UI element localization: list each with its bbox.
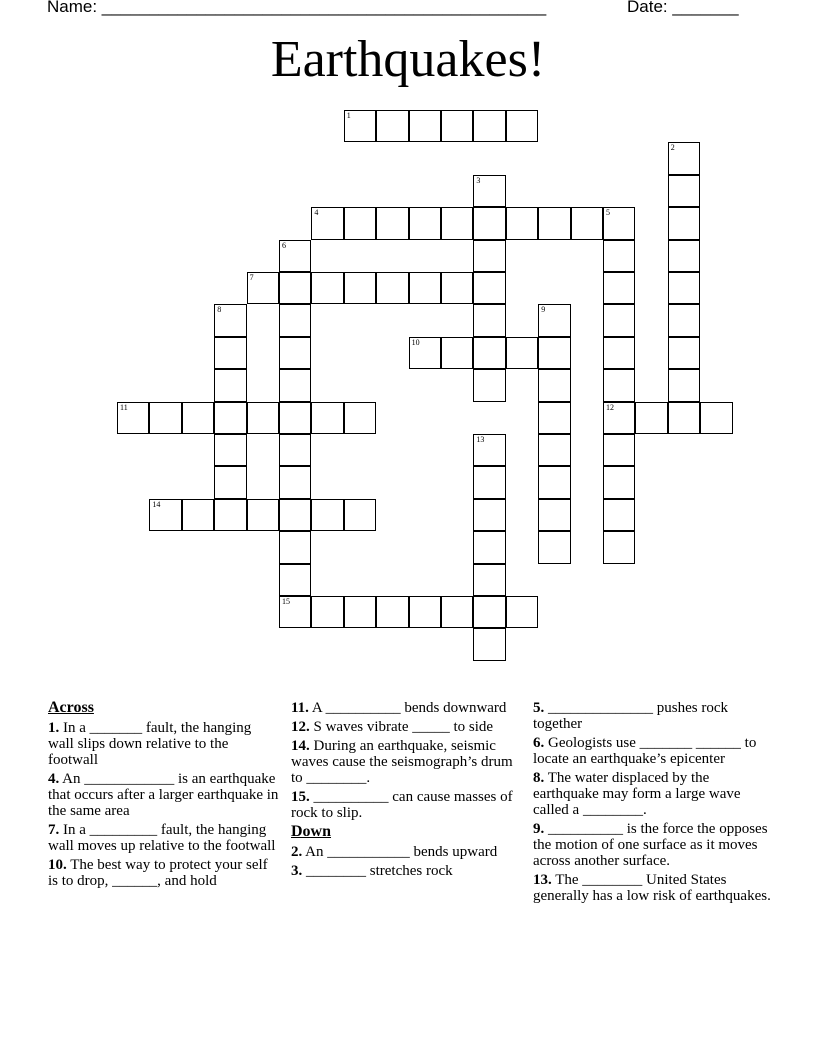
crossword-cell[interactable] (279, 304, 311, 336)
clue-item (291, 844, 516, 860)
crossword-cell[interactable] (538, 337, 570, 369)
clue-number: 14. (291, 738, 310, 754)
clue-text: The water displaced by the earthquake may form a large wave called a ________. (533, 770, 741, 818)
crossword-cell[interactable] (214, 466, 246, 498)
crossword-cell[interactable] (311, 272, 343, 304)
crossword-cell[interactable] (279, 564, 311, 596)
crossword-cell[interactable] (214, 434, 246, 466)
across-clue-list (48, 720, 280, 889)
clue-item (291, 719, 516, 735)
clue-item (291, 738, 516, 786)
clue-number: 11. (291, 700, 309, 716)
crossword-cell[interactable] (473, 304, 505, 336)
crossword-cell[interactable] (441, 110, 473, 142)
crossword-cell[interactable] (668, 175, 700, 207)
crossword-cell[interactable] (311, 596, 343, 628)
crossword-cell[interactable] (376, 596, 408, 628)
crossword-cell[interactable] (279, 272, 311, 304)
clue-item (533, 700, 773, 732)
crossword-cell[interactable] (603, 337, 635, 369)
clue-text: In a _______ fault, the hanging wall slips down relative to the footwall (48, 720, 252, 768)
clue-number: 4. (48, 771, 60, 787)
crossword-cell[interactable] (506, 110, 538, 142)
crossword-cell[interactable] (214, 304, 246, 336)
crossword-cell[interactable] (247, 499, 279, 531)
crossword-cell[interactable] (473, 369, 505, 401)
crossword-cell[interactable] (311, 402, 343, 434)
crossword-cell[interactable] (506, 596, 538, 628)
crossword-cell[interactable] (473, 240, 505, 272)
crossword-cell[interactable] (473, 531, 505, 563)
crossword-cell[interactable] (279, 369, 311, 401)
crossword-cell[interactable] (409, 596, 441, 628)
crossword-cell[interactable] (182, 499, 214, 531)
crossword-cell[interactable] (668, 304, 700, 336)
clue-number: 8. (533, 770, 545, 786)
crossword-cell[interactable] (700, 402, 732, 434)
down-clue-list-continued (533, 700, 773, 904)
crossword-cell[interactable] (603, 466, 635, 498)
cell-number: 5 (606, 208, 610, 218)
crossword-cell[interactable] (149, 499, 181, 531)
clues-column-3 (533, 700, 773, 907)
crossword-cell[interactable] (538, 402, 570, 434)
cell-number: 1 (346, 111, 351, 120)
crossword-cell[interactable] (409, 337, 441, 369)
clue-item (291, 863, 516, 879)
crossword-cell[interactable] (603, 304, 635, 336)
crossword-cell[interactable] (538, 369, 570, 401)
clue-item (48, 771, 280, 819)
down-heading: Down (291, 823, 332, 840)
clue-text: ________ stretches rock (302, 863, 453, 879)
crossword-cell[interactable] (344, 207, 376, 239)
crossword-cell[interactable] (247, 402, 279, 434)
crossword-cell[interactable] (538, 466, 570, 498)
crossword-cell[interactable] (279, 402, 311, 434)
clue-number: 15. (291, 789, 310, 805)
crossword-cell[interactable] (247, 272, 279, 304)
crossword-cell[interactable] (668, 272, 700, 304)
cell-number: 2 (670, 143, 675, 153)
clue-item (533, 821, 773, 869)
crossword-cell[interactable] (409, 110, 441, 142)
clue-item (291, 789, 516, 821)
crossword-cell[interactable] (279, 337, 311, 369)
clue-item (533, 872, 773, 904)
crossword-cell[interactable] (506, 337, 538, 369)
clue-text: S waves vibrate _____ to side (309, 719, 494, 735)
crossword-cell[interactable] (473, 337, 505, 369)
clues-column-1 (48, 700, 280, 892)
crossword-cell[interactable] (214, 499, 246, 531)
crossword-cell[interactable] (603, 207, 635, 239)
crossword-cell[interactable] (214, 337, 246, 369)
crossword-cell[interactable] (473, 272, 505, 304)
cell-number: 8 (217, 305, 222, 315)
crossword-cell[interactable] (603, 402, 635, 434)
crossword-cell[interactable] (409, 207, 441, 239)
clue-item (48, 822, 280, 854)
crossword-cell[interactable] (603, 531, 635, 563)
crossword-cell[interactable] (344, 272, 376, 304)
cell-number: 4 (314, 208, 319, 218)
crossword-cell[interactable] (603, 272, 635, 304)
clue-number: 1. (48, 720, 60, 736)
crossword-cell[interactable] (473, 499, 505, 531)
crossword-cell[interactable] (473, 207, 505, 239)
crossword-cell[interactable] (538, 531, 570, 563)
crossword-cell[interactable] (473, 466, 505, 498)
crossword-cell[interactable] (376, 272, 408, 304)
crossword-cell[interactable] (668, 337, 700, 369)
clue-number: 6. (533, 735, 545, 751)
crossword-cell[interactable] (182, 402, 214, 434)
clue-text: __________ is the force the opposes the motion of one surface as it moves across another surface. (533, 821, 768, 869)
name-field-label: Name: _______________________________________________ (47, 0, 547, 16)
crossword-cell[interactable] (668, 402, 700, 434)
crossword-cell[interactable] (376, 110, 408, 142)
crossword-cell[interactable] (149, 402, 181, 434)
cell-number: 10 (411, 337, 420, 347)
crossword-cell[interactable] (571, 207, 603, 239)
clue-text: Geologists use _______ ______ to locate an earthquake’s epicenter (533, 735, 757, 767)
crossword-cell[interactable] (279, 499, 311, 531)
cell-number: 13 (476, 435, 485, 444)
clue-number: 10. (48, 857, 67, 873)
crossword-cell[interactable] (668, 207, 700, 239)
crossword-cell[interactable] (279, 434, 311, 466)
cell-number: 12 (606, 402, 614, 412)
clue-item (533, 770, 773, 818)
cell-number: 14 (152, 499, 161, 509)
crossword-cell[interactable] (668, 240, 700, 272)
crossword-cell[interactable] (668, 142, 700, 174)
clue-number: 2. (291, 844, 303, 860)
crossword-cell[interactable] (214, 402, 246, 434)
clues-column-2 (291, 700, 516, 882)
clue-number: 9. (533, 821, 545, 837)
cell-number: 3 (476, 175, 481, 185)
crossword-cell[interactable] (117, 402, 149, 434)
crossword-cell[interactable] (344, 596, 376, 628)
crossword-cell[interactable] (473, 596, 505, 628)
crossword-cell[interactable] (603, 369, 635, 401)
crossword-cell[interactable] (279, 240, 311, 272)
clue-number: 5. (533, 700, 545, 716)
crossword-cell[interactable] (538, 207, 570, 239)
crossword-cell[interactable] (376, 207, 408, 239)
cell-number: 7 (249, 273, 254, 282)
cell-number: 9 (541, 305, 546, 315)
cell-number: 11 (120, 402, 128, 412)
clue-text: In a _________ fault, the hanging wall moves up relative to the footwall (48, 822, 276, 854)
crossword-cell[interactable] (214, 369, 246, 401)
crossword-cell[interactable] (311, 207, 343, 239)
crossword-cell[interactable] (441, 337, 473, 369)
clue-item (291, 700, 516, 716)
clue-text: During an earthquake, seismic waves cause the seismograph’s drum to ________. (291, 738, 513, 786)
clue-number: 3. (291, 863, 303, 879)
clue-item (48, 857, 280, 889)
crossword-cell[interactable] (344, 110, 376, 142)
crossword-cell[interactable] (473, 628, 505, 660)
crossword-cell[interactable] (279, 596, 311, 628)
crossword-cell[interactable] (279, 466, 311, 498)
clue-number: 12. (291, 719, 310, 735)
crossword-cell[interactable] (473, 110, 505, 142)
clue-text: A __________ bends downward (308, 700, 507, 716)
crossword-cell[interactable] (538, 499, 570, 531)
crossword-cell[interactable] (473, 564, 505, 596)
crossword-cell[interactable] (538, 434, 570, 466)
crossword-cell[interactable] (473, 434, 505, 466)
crossword-cell[interactable] (441, 207, 473, 239)
crossword-cell[interactable] (538, 304, 570, 336)
across-clue-list-continued (291, 700, 516, 821)
clue-item (48, 720, 280, 768)
across-heading: Across (48, 699, 94, 716)
crossword-cell[interactable] (603, 434, 635, 466)
clue-text: __________ can cause masses of rock to slip. (291, 789, 513, 821)
crossword-cell[interactable] (344, 402, 376, 434)
clue-text: The ________ United States generally has a low risk of earthquakes. (533, 872, 771, 904)
crossword-cell[interactable] (473, 175, 505, 207)
page-title: Earthquakes! (270, 31, 546, 88)
cell-number: 6 (282, 240, 286, 250)
crossword-cell[interactable] (441, 272, 473, 304)
crossword-cell[interactable] (506, 207, 538, 239)
clue-text: The best way to protect your self is to drop, ______, and hold (48, 857, 268, 889)
crossword-cell[interactable] (311, 499, 343, 531)
crossword-cell[interactable] (279, 531, 311, 563)
date-field-label: Date: _______ (627, 0, 739, 16)
cell-number: 15 (282, 597, 290, 606)
clue-text: An ____________ is an earthquake that occurs after a larger earthquake in the same area (48, 771, 279, 819)
clue-number: 7. (48, 822, 60, 838)
crossword-cell[interactable] (441, 596, 473, 628)
crossword-cell[interactable] (635, 402, 667, 434)
clue-text: ______________ pushes rock together (533, 700, 728, 732)
crossword-cell[interactable] (668, 369, 700, 401)
clue-number: 13. (533, 872, 552, 888)
clue-text: An ___________ bends upward (302, 844, 498, 860)
crossword-cell[interactable] (603, 499, 635, 531)
crossword-cell[interactable] (344, 499, 376, 531)
crossword-cell[interactable] (603, 240, 635, 272)
down-clue-list (291, 844, 516, 879)
clue-item (533, 735, 773, 767)
crossword-cell[interactable] (409, 272, 441, 304)
